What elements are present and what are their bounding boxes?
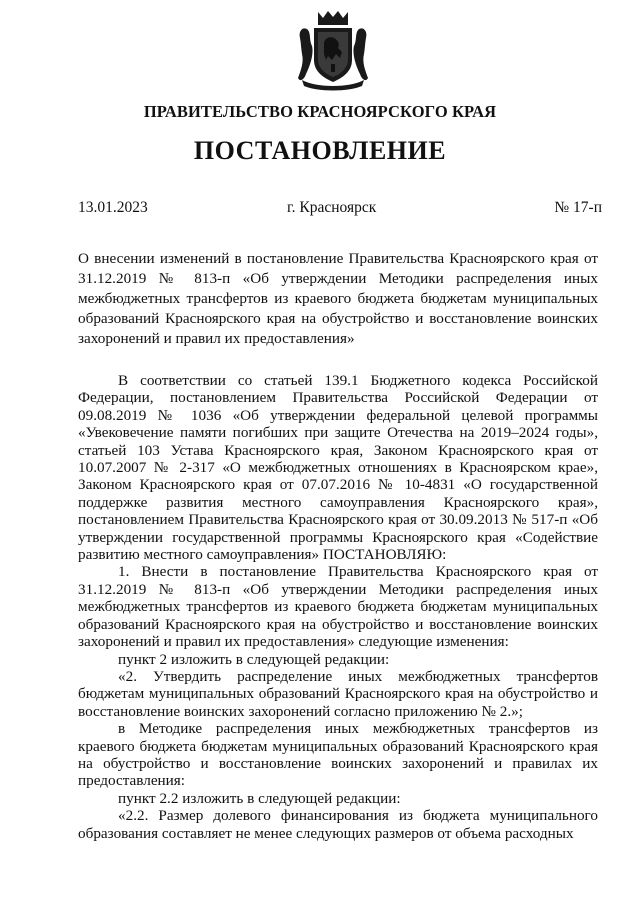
paragraph-point-2-2-intro: пункт 2.2 изложить в следующей редакции: [118, 789, 401, 807]
document-body [78, 372, 598, 842]
document-subject: О внесении изменений в постановление Правительства Красноярского края от 31.12.2019 № 813-п «Об утверждении Методики распределения иных межбюджетных трансфертов из краевого бюджета бюджетам муниципальных образований Красноярского края на обустройство и восстановление воинских захоронений и правил их предоставления» [78, 250, 598, 347]
government-name: ПРАВИТЕЛЬСТВО КРАСНОЯРСКОГО КРАЯ [143, 102, 497, 121]
paragraph-point-2-intro: пункт 2 изложить в следующей редакции: [118, 650, 390, 668]
paragraph-point-2-text: «2. Утвердить распределение иных межбюджетных трансфертов бюджетам муниципальных образований Красноярского края на обустройство и восстановление воинских захоронений согласно приложению № 2.»; [78, 667, 598, 720]
document-city: г. Красноярск [287, 199, 377, 216]
paragraph-item-1: 1. Внести в постановление Правительства Красноярского края от 31.12.2019 № 813-п «Об утверждении Методики распределения иных межбюджетных трансфертов из краевого бюджета бюджетам муниципальных образований Красноярского края на обустройство и восстановление воинских захоронений и правил их предоставления» следующие изменения: [78, 563, 598, 651]
document-date: 13.01.2023 [78, 199, 148, 216]
paragraph-preamble: В соответствии со статьей 139.1 Бюджетного кодекса Российской Федерации, постановлением Правительства Российской Федерации от 09.08.2019 № 1036 «Об утверждении федеральной целевой программы «Увековечение памяти погибших при защите Отечества на 2019–2024 годы», статьей 103 Устава Красноярского края, Законом Красноярского края от 10.07.2007 № 2-317 «О межбюджетных отношениях в Красноярском крае», Законом Красноярского края от 07.07.2016 № 10-4831 «О государственной поддержке развития местного самоуправления Красноярского края», постановлением Правительства Красноярского края от 30.09.2013 № 517-п «Об утверждении государственной программы Красноярского края «Содействие развитию местного самоуправления» ПОСТАНОВЛЯЮ: [78, 372, 598, 564]
document-number: № 17-п [554, 199, 602, 216]
paragraph-methodology: в Методике распределения иных межбюджетных трансфертов из краевого бюджета бюджетам муниципальных образований Красноярского края на обустройство и восстановление воинских захоронений и правилах их предоставления: [78, 720, 598, 790]
coat-of-arms-icon [296, 8, 370, 92]
document-type-title: ПОСТАНОВЛЕНИЕ [193, 136, 447, 165]
paragraph-point-2-2-text: «2.2. Размер долевого финансирования из бюджета муниципального образования составляет не менее следующих размеров от объема расходных [78, 807, 598, 842]
